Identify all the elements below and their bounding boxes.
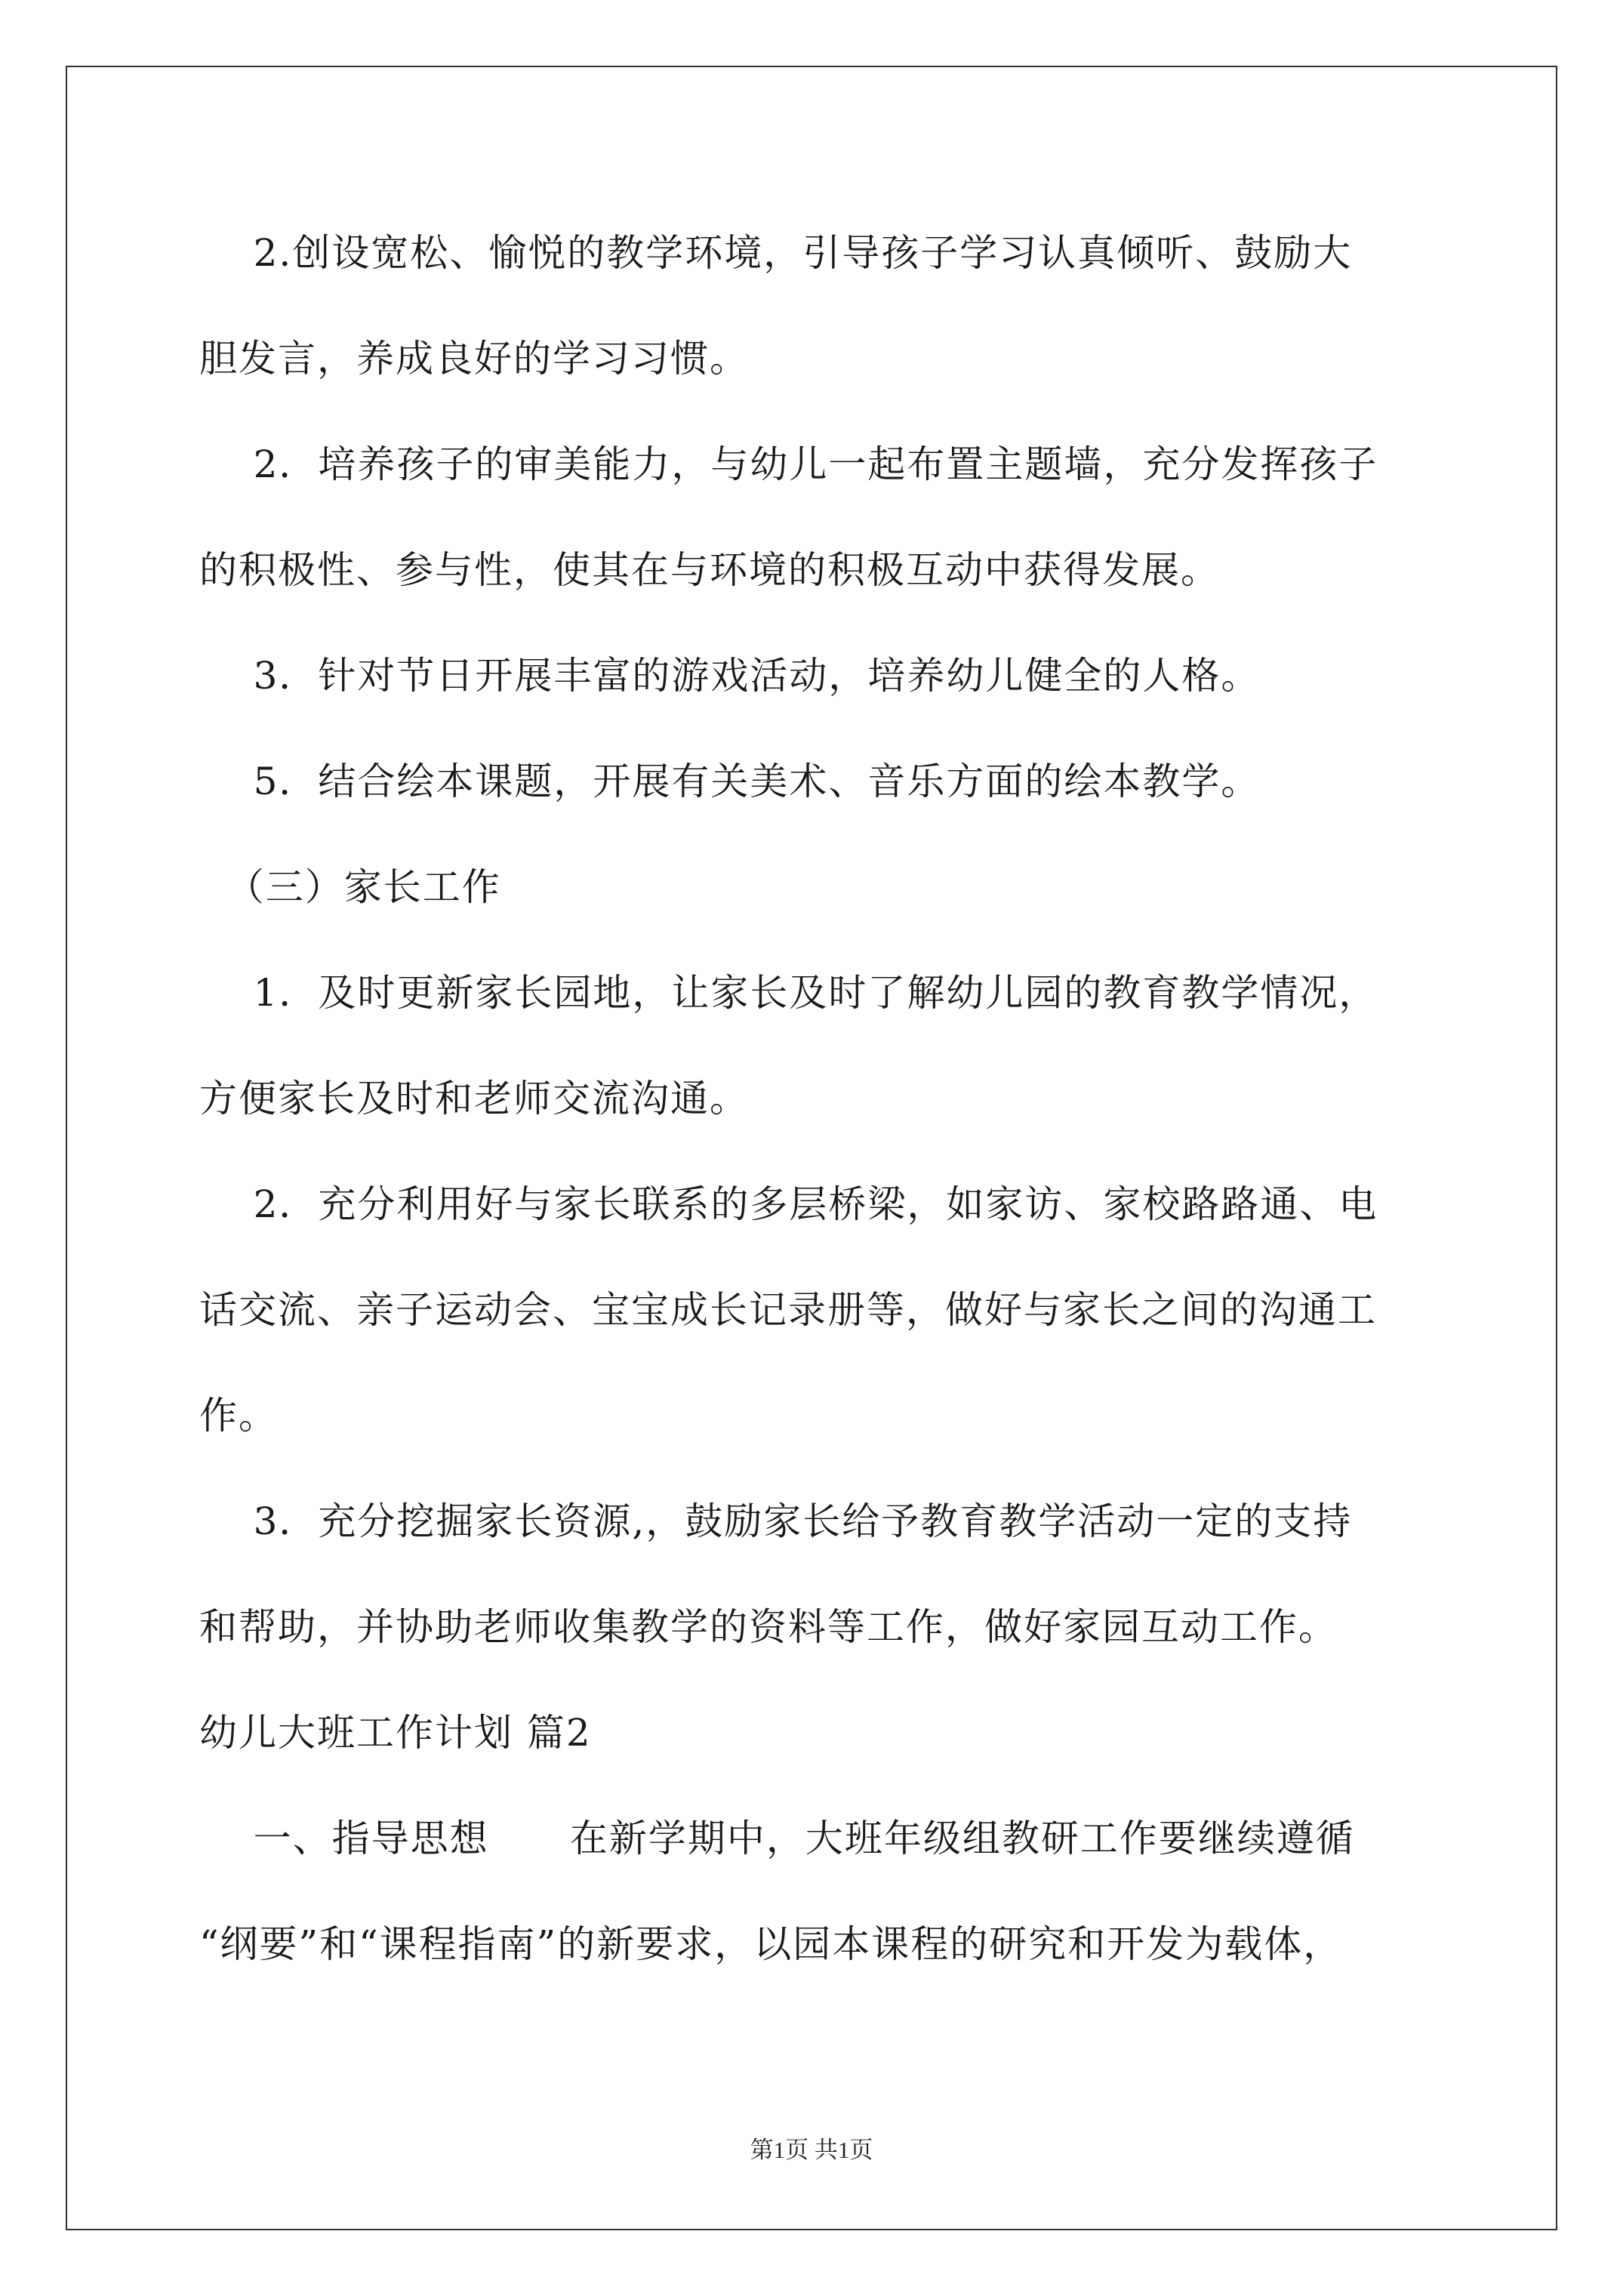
page-border xyxy=(66,66,1557,2230)
text-line: 5．结合绘本课题，开展有关美术、音乐方面的绘本教学。 xyxy=(199,760,1261,803)
text-line: 一、指导思想 在新学期中，大班年级组教研工作要继续遵循 xyxy=(199,1817,1355,1860)
text-line: 3．针对节日开展丰富的游戏活动，培养幼儿健全的人格。 xyxy=(199,654,1261,698)
section-heading: （三）家长工作 xyxy=(199,865,501,909)
page-footer: 第1页 共1页 xyxy=(750,2137,873,2163)
text-line: 作。 xyxy=(199,1394,278,1438)
text-line: 的积极性、参与性，使其在与环境的积极互动中获得发展。 xyxy=(199,548,1220,592)
text-line: 3．充分挖掘家长资源,，鼓励家长给予教育教学活动一定的支持 xyxy=(199,1499,1353,1543)
text-line: 2.创设宽松、愉悦的教学环境，引导孩子学习认真倾听、鼓励大 xyxy=(199,231,1353,275)
text-line: 2．培养孩子的审美能力，与幼儿一起布置主题墙，充分发挥孩子 xyxy=(199,442,1378,486)
text-line: 胆发言，养成良好的学习习惯。 xyxy=(199,337,749,381)
text-line: “纲要”和“课程指南”的新要求，以园本课程的研究和开发为载体， xyxy=(199,1922,1343,1966)
text-line: 话交流、亲子运动会、宝宝成长记录册等，做好与家长之间的沟通工 xyxy=(199,1288,1377,1332)
text-line: 方便家长及时和老师交流沟通。 xyxy=(199,1077,749,1120)
text-line: 1．及时更新家长园地，让家长及时了解幼儿园的教育教学情况， xyxy=(199,971,1378,1015)
article-title: 幼儿大班工作计划 篇2 xyxy=(199,1711,592,1755)
text-line: 2．充分利用好与家长联系的多层桥梁，如家访、家校路路通、电 xyxy=(199,1182,1378,1226)
text-line: 和帮助，并协助老师收集教学的资料等工作，做好家园互动工作。 xyxy=(199,1605,1338,1649)
